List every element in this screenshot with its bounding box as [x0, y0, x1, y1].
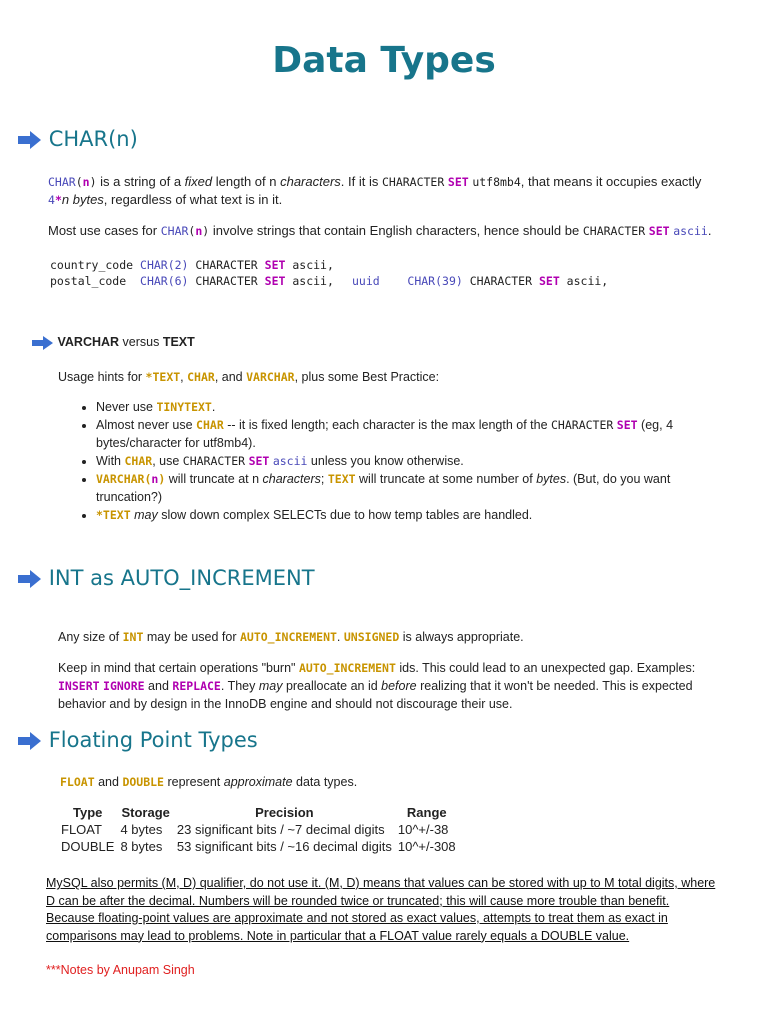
list-item: • *TEXT may slow down complex SELECTs due to how temp tables are handled. [96, 506, 718, 524]
varchar-intro: Usage hints for *TEXT, CHAR, and VARCHAR, plus some Best Practice: [58, 370, 440, 384]
char-paragraph-1: CHAR(n) is a string of a fixed length of n characters. If it is CHARACTER SET utf8mb4, that means it occupies exactly 4*n bytes, regardless of what text is in it. [48, 174, 702, 207]
right-arrow-icon [18, 570, 42, 588]
varchar-list [78, 398, 718, 524]
list-item: • Almost never use CHAR -- it is fixed length; each character is the max length of the CHARACTER SET (eg, 4 bytes/character for utf8mb4). [96, 416, 718, 452]
section-heading-varchar: VARCHAR versus TEXT [32, 335, 195, 350]
list-item: • VARCHAR(n) will truncate at n characters; TEXT will truncate at some number of bytes. (But, do you want truncation?) [96, 470, 718, 506]
heading-text: CHAR(n) [48, 127, 138, 151]
list-item: • With CHAR, use CHARACTER SET ascii unless you know otherwise. [96, 452, 718, 470]
code-block-uuid: uuid CHAR(39) CHARACTER SET ascii, [352, 274, 609, 288]
code-block: country_code CHAR(2) CHARACTER SET ascii, postal_code CHAR(6) CHARACTER SET ascii, [50, 258, 334, 288]
int-paragraph-1: Any size of INT may be used for AUTO_INCREMENT. UNSIGNED is always appropriate. [58, 630, 524, 644]
right-arrow-icon [32, 336, 54, 350]
column-header: Precision [255, 805, 314, 820]
column-header: Storage [121, 805, 170, 820]
column-header: Type [73, 805, 103, 820]
heading-text: INT as AUTO_INCREMENT [48, 566, 315, 590]
author-note: ***Notes by Anupam Singh [46, 963, 195, 977]
char-paragraph-2: Most use cases for CHAR(n) involve strings that contain English characters, hence should be CHARACTER SET ascii. [48, 223, 712, 238]
float-intro: FLOAT and DOUBLE represent approximate data types. [60, 775, 358, 789]
section-heading-int [18, 566, 315, 590]
section-heading-char [18, 127, 138, 151]
float-table [58, 804, 459, 855]
section-heading-float [18, 728, 258, 752]
right-arrow-icon [18, 131, 42, 149]
column-header: Range [406, 805, 447, 820]
table-header-row [58, 804, 459, 821]
right-arrow-icon [18, 732, 42, 750]
heading-text: Floating Point Types [48, 728, 258, 752]
int-paragraph-2: Keep in mind that certain operations "burn" AUTO_INCREMENT ids. This could lead to an unexpected gap. Examples: INSERT IGNORE and REPLACE. They may preallocate an id before realizing that it won't be needed. This is expected behavior and by design in the InnoDB engine and should not discourage their use. [58, 661, 696, 711]
table-row: FLOAT 4 bytes 23 significant bits / ~7 decimal digits 10^+/-38 [61, 822, 449, 837]
page-title: Data Types [272, 40, 496, 81]
float-note: MySQL also permits (M, D) qualifier, do not use it. (M, D) means that values can be stored with up to M total digits, where D can be after the decimal. Numbers will be rounded twice or truncated; this will cause more trouble than benefit. Because floating-point values are approximate and not stored as exact values, attempts to treat them as exact in comparisons may lead to problems. Note in particular that a FLOAT value rarely equals a DOUBLE value. [46, 876, 716, 943]
list-item: • Never use TINYTEXT. [96, 398, 718, 416]
table-row: DOUBLE 8 bytes 53 significant bits / ~16 decimal digits 10^+/-308 [61, 839, 456, 854]
